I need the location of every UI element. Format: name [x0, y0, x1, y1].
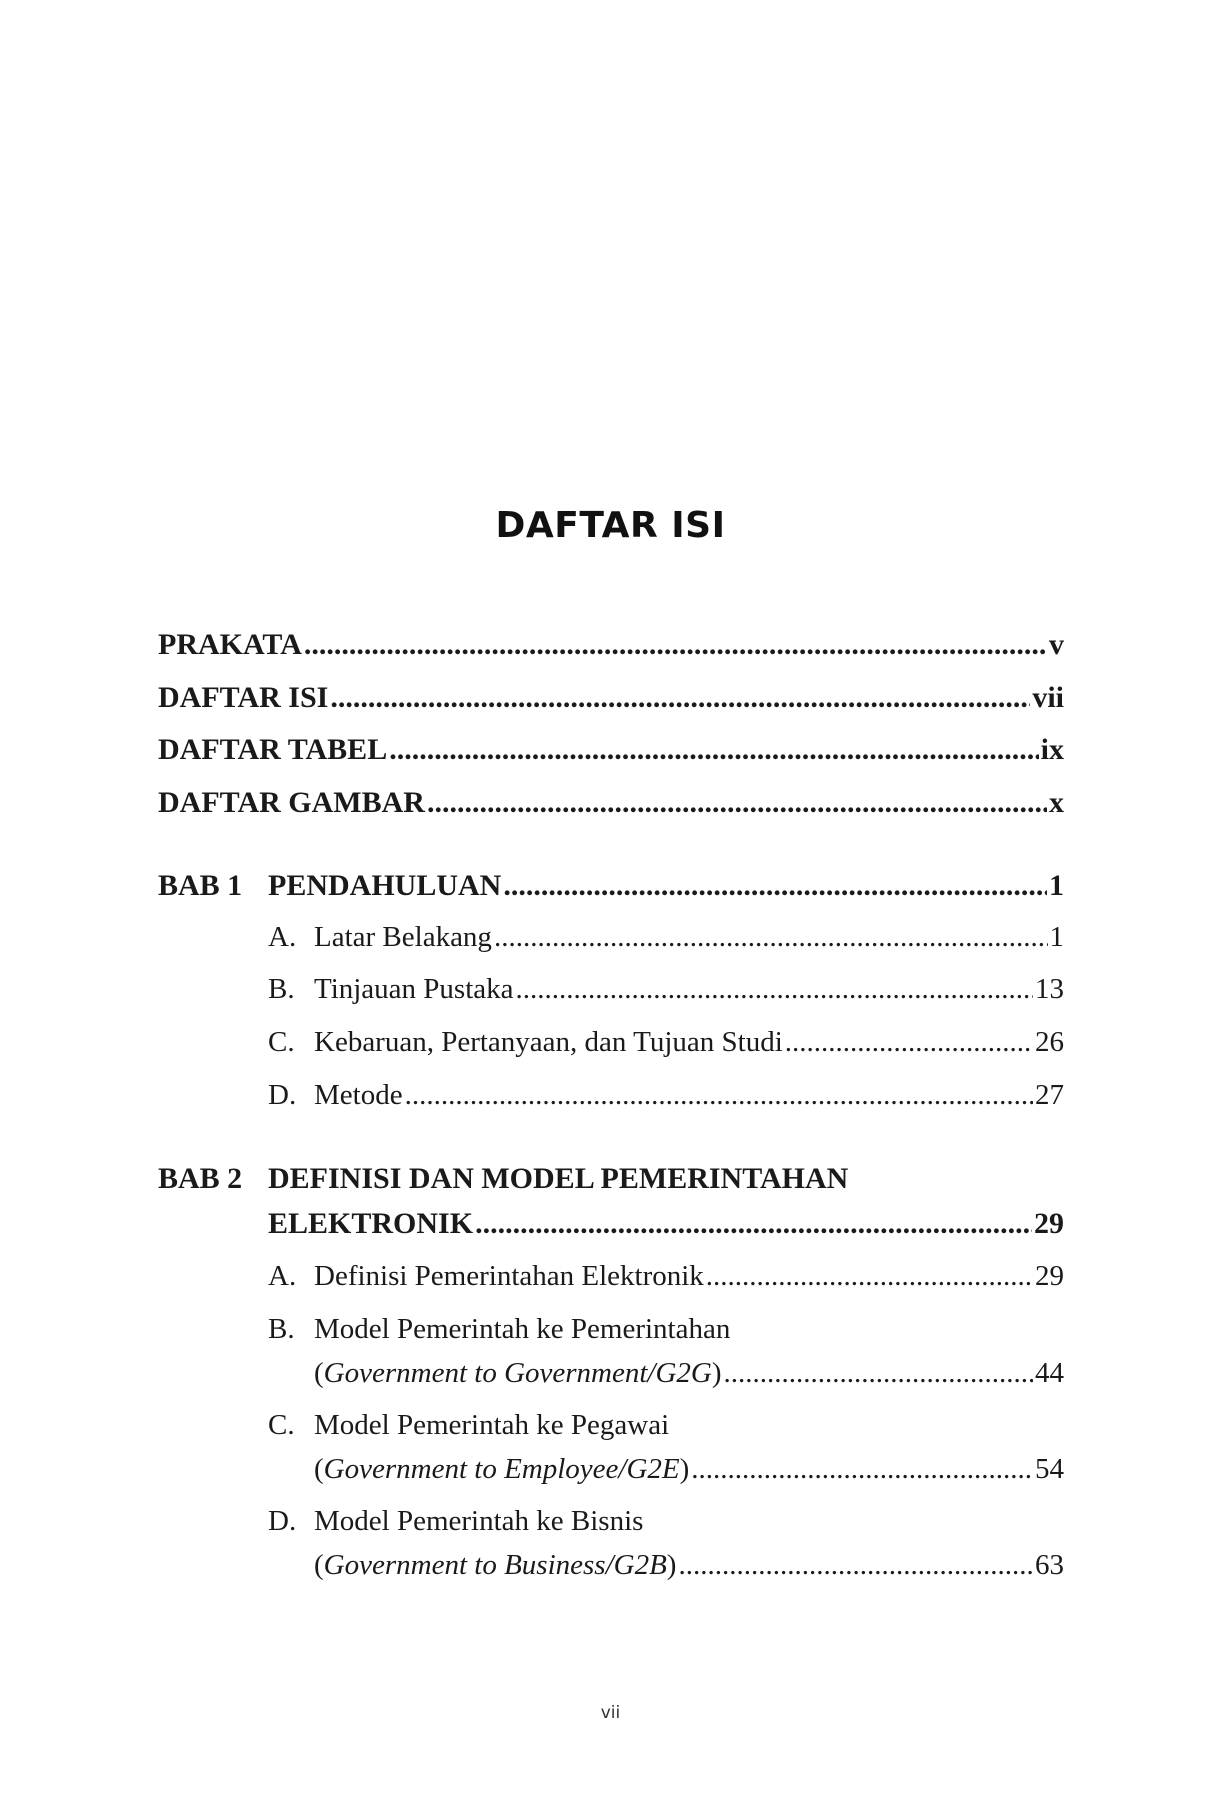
leader-dots: [691, 1453, 1033, 1486]
section-title: Metode: [314, 1079, 403, 1111]
toc-section[interactable]: [268, 1260, 1064, 1293]
section-letter: B.: [268, 1313, 295, 1345]
section-title: Latar Belakang: [314, 921, 492, 953]
toc-entry-page: 54: [1035, 1453, 1064, 1485]
toc-section[interactable]: (Government to Employee/G2E) ..... 54: [314, 1453, 1064, 1486]
page-title: DAFTAR ISI: [495, 505, 726, 546]
leader-dots: [706, 1260, 1033, 1293]
toc-entry-daftar-tabel[interactable]: [158, 733, 1064, 767]
toc-entry-label: DAFTAR TABEL: [158, 733, 388, 766]
chapter-title: DEFINISI DAN MODEL PEMERINTAHAN: [268, 1162, 849, 1195]
section-letter: C.: [268, 1409, 295, 1441]
leader-dots: [389, 733, 1038, 767]
section-title: Model Pemerintah ke Pegawai: [314, 1409, 670, 1441]
toc-entry-page: 1: [1049, 921, 1064, 953]
section-title: Tinjauan Pustaka: [314, 973, 514, 1005]
page-number: vii: [600, 1703, 621, 1723]
section-letter: D.: [268, 1079, 297, 1111]
section-title: Model Pemerintah ke Pemerintahan: [314, 1313, 731, 1345]
toc-entry-page: 29: [1035, 1260, 1064, 1292]
toc-entry-page: 44: [1035, 1357, 1064, 1389]
toc-section[interactable]: [268, 1026, 1064, 1059]
chapter-title: PENDAHULUAN: [268, 869, 502, 902]
section-title: Definisi Pemerintahan Elektronik: [314, 1260, 704, 1292]
toc-entry-page: 1: [1049, 869, 1064, 902]
toc-chapter-2[interactable]: [268, 1207, 1064, 1241]
section-letter: A.: [268, 921, 297, 953]
section-title: Model Pemerintah ke Bisnis: [314, 1505, 644, 1537]
chapter-number: BAB 2: [158, 1162, 243, 1195]
section-subtitle: Government to Business/G2B: [323, 1549, 667, 1581]
toc-entry-label: DAFTAR ISI: [158, 681, 329, 714]
toc-chapter-1[interactable]: [158, 869, 1064, 903]
toc-section[interactable]: (Government to Government/G2G) ..... 44: [314, 1357, 1064, 1390]
toc-section[interactable]: [268, 921, 1064, 954]
section-title: Kebaruan, Pertanyaan, dan Tujuan Studi: [314, 1026, 783, 1058]
toc-entry-page: v: [1049, 628, 1064, 661]
leader-dots: [503, 869, 1047, 903]
toc-entry-page: x: [1049, 786, 1064, 819]
toc-section[interactable]: (Government to Business/G2B) ..... 63: [314, 1549, 1064, 1582]
section-subtitle: Government to Employee/G2E: [323, 1453, 680, 1485]
toc-section-c-title[interactable]: [268, 1409, 669, 1442]
toc-entry-daftar-isi[interactable]: [158, 681, 1064, 715]
leader-dots: [330, 681, 1030, 715]
section-subtitle: Government to Government/G2G: [323, 1357, 712, 1389]
section-letter: A.: [268, 1260, 297, 1292]
toc-entry-page: 29: [1034, 1207, 1064, 1240]
toc-entry-page: 26: [1035, 1026, 1064, 1058]
toc-section-d-title[interactable]: [268, 1505, 643, 1538]
toc-entry-page: 13: [1035, 973, 1064, 1005]
leader-dots: [724, 1357, 1033, 1390]
toc-entry-page: 63: [1035, 1549, 1064, 1581]
leader-dots: [405, 1079, 1033, 1112]
toc-section-b-title[interactable]: [268, 1313, 730, 1346]
chapter-title-continued: ELEKTRONIK: [268, 1207, 474, 1240]
toc-entry-label: DAFTAR GAMBAR: [158, 786, 425, 819]
toc-section[interactable]: [268, 973, 1064, 1006]
leader-dots: [494, 921, 1048, 954]
leader-dots: [475, 1207, 1032, 1241]
toc-entry-label: PRAKATA: [158, 628, 302, 661]
toc-entry-daftar-gambar[interactable]: [158, 786, 1064, 820]
toc-section[interactable]: [268, 1079, 1064, 1112]
leader-dots: [785, 1026, 1033, 1059]
toc-entry-prakata[interactable]: [158, 628, 1064, 662]
section-letter: B.: [268, 973, 295, 1005]
section-letter: C.: [268, 1026, 295, 1058]
leader-dots: [304, 628, 1047, 662]
toc-chapter-2-line1[interactable]: [158, 1162, 1064, 1196]
leader-dots: [516, 973, 1033, 1006]
leader-dots: [427, 786, 1047, 820]
toc-entry-page: vii: [1032, 681, 1064, 714]
toc-entry-page: 27: [1035, 1079, 1064, 1111]
toc-entry-page: ix: [1040, 733, 1064, 766]
section-letter: D.: [268, 1505, 297, 1537]
leader-dots: [678, 1549, 1033, 1582]
chapter-number: BAB 1: [158, 869, 243, 902]
